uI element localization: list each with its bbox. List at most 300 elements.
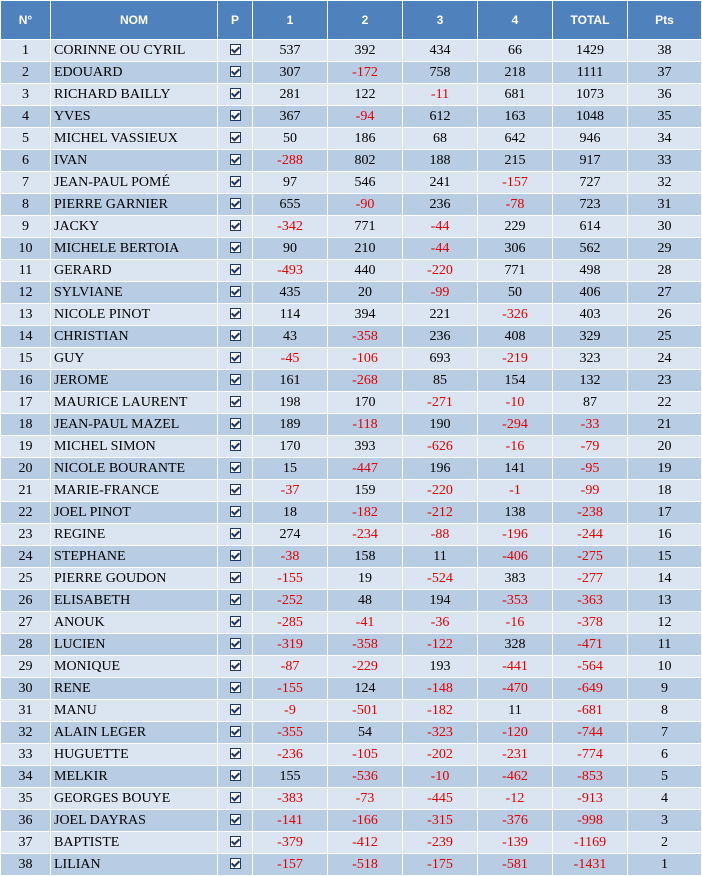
table-row [1, 326, 702, 348]
round-3-score: 693 [403, 348, 478, 370]
round-2-score: -105 [328, 744, 403, 766]
checkbox-checked-icon[interactable] [230, 220, 241, 231]
rank-cell: 20 [1, 458, 51, 480]
round-1-score: -155 [253, 678, 328, 700]
round-1-score: -285 [253, 612, 328, 634]
checkbox-checked-icon[interactable] [230, 550, 241, 561]
total-score: -1431 [553, 854, 628, 876]
present-checkbox [218, 612, 253, 634]
round-2-score: 771 [328, 216, 403, 238]
round-4-score: -294 [478, 414, 553, 436]
total-score: 1073 [553, 84, 628, 106]
present-checkbox [218, 238, 253, 260]
table-row [1, 832, 702, 854]
present-checkbox [218, 480, 253, 502]
points-cell: 11 [628, 634, 702, 656]
total-score: -277 [553, 568, 628, 590]
points-cell: 34 [628, 128, 702, 150]
round-3-score: -99 [403, 282, 478, 304]
table-row [1, 700, 702, 722]
round-2-score: 392 [328, 40, 403, 62]
present-checkbox [218, 128, 253, 150]
player-name: CHRISTIAN [51, 326, 218, 348]
round-1-score: -493 [253, 260, 328, 282]
table-row [1, 678, 702, 700]
rank-cell: 6 [1, 150, 51, 172]
round-4-score: -376 [478, 810, 553, 832]
checkbox-checked-icon[interactable] [230, 440, 241, 451]
round-4-score: 681 [478, 84, 553, 106]
player-name: SYLVIANE [51, 282, 218, 304]
round-1-score: -45 [253, 348, 328, 370]
points-cell: 15 [628, 546, 702, 568]
player-name: PIERRE GARNIER [51, 194, 218, 216]
rank-cell: 16 [1, 370, 51, 392]
rank-cell: 7 [1, 172, 51, 194]
round-1-score: 655 [253, 194, 328, 216]
total-score: 727 [553, 172, 628, 194]
total-score: -774 [553, 744, 628, 766]
player-name: JOEL DAYRAS [51, 810, 218, 832]
round-3-score: 85 [403, 370, 478, 392]
points-cell: 17 [628, 502, 702, 524]
checkbox-checked-icon[interactable] [230, 594, 241, 605]
rank-cell: 30 [1, 678, 51, 700]
header-p: P [218, 1, 253, 40]
total-score: -363 [553, 590, 628, 612]
round-4-score: -139 [478, 832, 553, 854]
round-3-score: -445 [403, 788, 478, 810]
round-2-score: 124 [328, 678, 403, 700]
checkbox-checked-icon[interactable] [230, 748, 241, 759]
round-1-score: -38 [253, 546, 328, 568]
rank-cell: 35 [1, 788, 51, 810]
table-row [1, 744, 702, 766]
total-score: -275 [553, 546, 628, 568]
table-row [1, 656, 702, 678]
total-score: 403 [553, 304, 628, 326]
round-2-score: 170 [328, 392, 403, 414]
checkbox-checked-icon[interactable] [230, 198, 241, 209]
table-row [1, 854, 702, 876]
round-1-score: -157 [253, 854, 328, 876]
round-2-score: 159 [328, 480, 403, 502]
rank-cell: 5 [1, 128, 51, 150]
round-3-score: -44 [403, 216, 478, 238]
round-4-score: -196 [478, 524, 553, 546]
checkbox-checked-icon[interactable] [230, 308, 241, 319]
rank-cell: 21 [1, 480, 51, 502]
present-checkbox [218, 194, 253, 216]
round-4-score: -16 [478, 612, 553, 634]
round-4-score: 383 [478, 568, 553, 590]
total-score: 917 [553, 150, 628, 172]
present-checkbox [218, 392, 253, 414]
rank-cell: 25 [1, 568, 51, 590]
present-checkbox [218, 282, 253, 304]
round-3-score: 68 [403, 128, 478, 150]
round-2-score: -447 [328, 458, 403, 480]
table-row [1, 414, 702, 436]
checkbox-checked-icon[interactable] [230, 154, 241, 165]
checkbox-checked-icon[interactable] [230, 704, 241, 715]
rank-cell: 1 [1, 40, 51, 62]
present-checkbox [218, 216, 253, 238]
round-2-score: 393 [328, 436, 403, 458]
round-3-score: -212 [403, 502, 478, 524]
checkbox-checked-icon[interactable] [230, 616, 241, 627]
rank-cell: 22 [1, 502, 51, 524]
checkbox-checked-icon[interactable] [230, 660, 241, 671]
round-2-score: 210 [328, 238, 403, 260]
points-cell: 21 [628, 414, 702, 436]
points-cell: 7 [628, 722, 702, 744]
round-4-score: 229 [478, 216, 553, 238]
round-2-score: 546 [328, 172, 403, 194]
points-cell: 18 [628, 480, 702, 502]
rank-cell: 37 [1, 832, 51, 854]
rank-cell: 38 [1, 854, 51, 876]
header-round-1: 1 [253, 1, 328, 40]
points-cell: 23 [628, 370, 702, 392]
rank-cell: 4 [1, 106, 51, 128]
round-3-score: -36 [403, 612, 478, 634]
checkbox-checked-icon[interactable] [230, 88, 241, 99]
rank-cell: 9 [1, 216, 51, 238]
checkbox-checked-icon[interactable] [230, 682, 241, 693]
round-3-score: 190 [403, 414, 478, 436]
player-name: GERARD [51, 260, 218, 282]
present-checkbox [218, 722, 253, 744]
total-score: 946 [553, 128, 628, 150]
points-cell: 31 [628, 194, 702, 216]
checkbox-checked-icon[interactable] [230, 132, 241, 143]
round-3-score: 612 [403, 106, 478, 128]
round-1-score: -155 [253, 568, 328, 590]
player-name: BAPTISTE [51, 832, 218, 854]
checkbox-checked-icon[interactable] [230, 506, 241, 517]
round-3-score: -323 [403, 722, 478, 744]
total-score: -1169 [553, 832, 628, 854]
round-2-score: 440 [328, 260, 403, 282]
checkbox-checked-icon[interactable] [230, 462, 241, 473]
player-name: LILIAN [51, 854, 218, 876]
round-1-score: 435 [253, 282, 328, 304]
checkbox-checked-icon[interactable] [230, 242, 241, 253]
present-checkbox [218, 370, 253, 392]
round-3-score: -11 [403, 84, 478, 106]
round-3-score: 221 [403, 304, 478, 326]
present-checkbox [218, 348, 253, 370]
header-num: N° [1, 1, 51, 40]
table-row [1, 106, 702, 128]
round-1-score: -379 [253, 832, 328, 854]
checkbox-checked-icon[interactable] [230, 286, 241, 297]
header-row [1, 1, 702, 40]
checkbox-checked-icon[interactable] [230, 66, 241, 77]
checkbox-checked-icon[interactable] [230, 352, 241, 363]
round-2-score: -412 [328, 832, 403, 854]
round-3-score: -626 [403, 436, 478, 458]
points-cell: 3 [628, 810, 702, 832]
round-4-score: 771 [478, 260, 553, 282]
round-2-score: -358 [328, 326, 403, 348]
checkbox-checked-icon[interactable] [230, 858, 241, 869]
points-cell: 5 [628, 766, 702, 788]
table-row [1, 788, 702, 810]
round-3-score: -44 [403, 238, 478, 260]
round-4-score: -12 [478, 788, 553, 810]
round-1-score: 307 [253, 62, 328, 84]
total-score: 1429 [553, 40, 628, 62]
total-score: -681 [553, 700, 628, 722]
table-row [1, 84, 702, 106]
rank-cell: 2 [1, 62, 51, 84]
total-score: -79 [553, 436, 628, 458]
round-3-score: -122 [403, 634, 478, 656]
player-name: ALAIN LEGER [51, 722, 218, 744]
points-cell: 27 [628, 282, 702, 304]
checkbox-checked-icon[interactable] [230, 814, 241, 825]
present-checkbox [218, 656, 253, 678]
player-name: MICHEL SIMON [51, 436, 218, 458]
player-name: CORINNE OU CYRIL [51, 40, 218, 62]
points-cell: 10 [628, 656, 702, 678]
round-2-score: 394 [328, 304, 403, 326]
player-name: JACKY [51, 216, 218, 238]
total-score: -95 [553, 458, 628, 480]
rank-cell: 11 [1, 260, 51, 282]
rank-cell: 10 [1, 238, 51, 260]
points-cell: 4 [628, 788, 702, 810]
round-2-score: -41 [328, 612, 403, 634]
round-4-score: -326 [478, 304, 553, 326]
points-cell: 24 [628, 348, 702, 370]
total-score: 87 [553, 392, 628, 414]
round-4-score: 328 [478, 634, 553, 656]
player-name: YVES [51, 106, 218, 128]
points-cell: 32 [628, 172, 702, 194]
table-row [1, 480, 702, 502]
round-3-score: 236 [403, 326, 478, 348]
present-checkbox [218, 788, 253, 810]
round-1-score: 281 [253, 84, 328, 106]
present-checkbox [218, 458, 253, 480]
present-checkbox [218, 854, 253, 876]
present-checkbox [218, 502, 253, 524]
checkbox-checked-icon[interactable] [230, 330, 241, 341]
table-row [1, 590, 702, 612]
present-checkbox [218, 150, 253, 172]
total-score: 323 [553, 348, 628, 370]
present-checkbox [218, 700, 253, 722]
present-checkbox [218, 62, 253, 84]
round-1-score: -236 [253, 744, 328, 766]
total-score: -378 [553, 612, 628, 634]
table-row [1, 282, 702, 304]
round-1-score: 537 [253, 40, 328, 62]
present-checkbox [218, 744, 253, 766]
points-cell: 9 [628, 678, 702, 700]
checkbox-checked-icon[interactable] [230, 484, 241, 495]
round-2-score: -229 [328, 656, 403, 678]
checkbox-checked-icon[interactable] [230, 110, 241, 121]
table-row [1, 128, 702, 150]
points-cell: 29 [628, 238, 702, 260]
table-row [1, 40, 702, 62]
round-4-score: -231 [478, 744, 553, 766]
round-3-score: -202 [403, 744, 478, 766]
player-name: RICHARD BAILLY [51, 84, 218, 106]
round-4-score: 154 [478, 370, 553, 392]
round-3-score: -220 [403, 260, 478, 282]
round-1-score: 198 [253, 392, 328, 414]
present-checkbox [218, 304, 253, 326]
rank-cell: 28 [1, 634, 51, 656]
total-score: 614 [553, 216, 628, 238]
table-row [1, 766, 702, 788]
round-2-score: 48 [328, 590, 403, 612]
checkbox-checked-icon[interactable] [230, 770, 241, 781]
player-name: STEPHANE [51, 546, 218, 568]
player-name: IVAN [51, 150, 218, 172]
rank-cell: 19 [1, 436, 51, 458]
round-2-score: 802 [328, 150, 403, 172]
round-1-score: 97 [253, 172, 328, 194]
round-1-score: 50 [253, 128, 328, 150]
round-3-score: 194 [403, 590, 478, 612]
checkbox-checked-icon[interactable] [230, 792, 241, 803]
checkbox-checked-icon[interactable] [230, 374, 241, 385]
checkbox-checked-icon[interactable] [230, 264, 241, 275]
round-4-score: 138 [478, 502, 553, 524]
points-cell: 37 [628, 62, 702, 84]
points-cell: 28 [628, 260, 702, 282]
table-row [1, 436, 702, 458]
rank-cell: 32 [1, 722, 51, 744]
total-score: 498 [553, 260, 628, 282]
checkbox-checked-icon[interactable] [230, 44, 241, 55]
round-1-score: -288 [253, 150, 328, 172]
table-row [1, 810, 702, 832]
rank-cell: 3 [1, 84, 51, 106]
player-name: JEROME [51, 370, 218, 392]
round-3-score: -315 [403, 810, 478, 832]
total-score: 329 [553, 326, 628, 348]
round-1-score: 43 [253, 326, 328, 348]
rank-cell: 12 [1, 282, 51, 304]
round-3-score: 196 [403, 458, 478, 480]
present-checkbox [218, 832, 253, 854]
round-4-score: -120 [478, 722, 553, 744]
table-row [1, 612, 702, 634]
table-row [1, 172, 702, 194]
rank-cell: 14 [1, 326, 51, 348]
round-3-score: -175 [403, 854, 478, 876]
round-1-score: -355 [253, 722, 328, 744]
table-row [1, 238, 702, 260]
player-name: PIERRE GOUDON [51, 568, 218, 590]
total-score: -471 [553, 634, 628, 656]
round-4-score: -353 [478, 590, 553, 612]
round-2-score: -358 [328, 634, 403, 656]
table-row [1, 260, 702, 282]
round-4-score: 218 [478, 62, 553, 84]
header-total: TOTAL [553, 1, 628, 40]
round-1-score: 367 [253, 106, 328, 128]
points-cell: 12 [628, 612, 702, 634]
player-name: HUGUETTE [51, 744, 218, 766]
round-4-score: 642 [478, 128, 553, 150]
round-4-score: -406 [478, 546, 553, 568]
round-1-score: 170 [253, 436, 328, 458]
round-3-score: 236 [403, 194, 478, 216]
round-4-score: 306 [478, 238, 553, 260]
player-name: LUCIEN [51, 634, 218, 656]
round-4-score: -581 [478, 854, 553, 876]
points-cell: 19 [628, 458, 702, 480]
round-1-score: -141 [253, 810, 328, 832]
checkbox-checked-icon[interactable] [230, 528, 241, 539]
round-4-score: -157 [478, 172, 553, 194]
present-checkbox [218, 568, 253, 590]
table-row [1, 304, 702, 326]
checkbox-checked-icon[interactable] [230, 836, 241, 847]
checkbox-checked-icon[interactable] [230, 726, 241, 737]
points-cell: 1 [628, 854, 702, 876]
checkbox-checked-icon[interactable] [230, 176, 241, 187]
round-4-score: -78 [478, 194, 553, 216]
round-4-score: -441 [478, 656, 553, 678]
total-score: 132 [553, 370, 628, 392]
table-row [1, 194, 702, 216]
table-row [1, 216, 702, 238]
present-checkbox [218, 524, 253, 546]
total-score: -244 [553, 524, 628, 546]
present-checkbox [218, 40, 253, 62]
round-1-score: 15 [253, 458, 328, 480]
total-score: -238 [553, 502, 628, 524]
rank-cell: 26 [1, 590, 51, 612]
present-checkbox [218, 590, 253, 612]
player-name: MICHELE BERTOIA [51, 238, 218, 260]
checkbox-checked-icon[interactable] [230, 572, 241, 583]
checkbox-checked-icon[interactable] [230, 418, 241, 429]
rank-cell: 33 [1, 744, 51, 766]
checkbox-checked-icon[interactable] [230, 638, 241, 649]
table-row [1, 634, 702, 656]
header-name: NOM [51, 1, 218, 40]
player-name: MONIQUE [51, 656, 218, 678]
round-4-score: 11 [478, 700, 553, 722]
round-1-score: 274 [253, 524, 328, 546]
rank-cell: 29 [1, 656, 51, 678]
header-round-3: 3 [403, 1, 478, 40]
total-score: -913 [553, 788, 628, 810]
round-3-score: -148 [403, 678, 478, 700]
round-3-score: -524 [403, 568, 478, 590]
checkbox-checked-icon[interactable] [230, 396, 241, 407]
header-round-4: 4 [478, 1, 553, 40]
round-1-score: -87 [253, 656, 328, 678]
round-2-score: -73 [328, 788, 403, 810]
round-3-score: -182 [403, 700, 478, 722]
player-name: MAURICE LAURENT [51, 392, 218, 414]
points-cell: 22 [628, 392, 702, 414]
points-cell: 36 [628, 84, 702, 106]
round-4-score: 408 [478, 326, 553, 348]
round-2-score: -182 [328, 502, 403, 524]
